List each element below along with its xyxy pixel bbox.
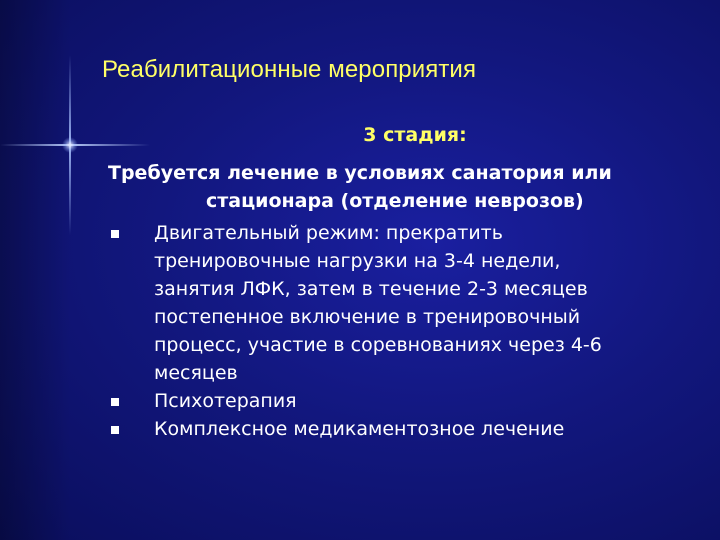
requirement-line-1: Требуется лечение в условиях санатория или (108, 162, 612, 184)
bullet-line: процесс, участие в соревнованиях через 4-6 (154, 334, 602, 356)
square-bullet-icon (111, 230, 119, 238)
requirement-line-2: стационара (отделение неврозов) (206, 190, 584, 212)
bullet-line: тренировочные нагрузки на 3-4 недели, (154, 250, 561, 272)
bullet-line: Двигательный режим: прекратить (154, 222, 503, 244)
bullet-line: месяцев (154, 362, 238, 384)
square-bullet-icon (111, 426, 119, 434)
slide-title: Реабилитационные мероприятия (102, 56, 477, 83)
bullet-item-motor-regime (108, 219, 698, 387)
stage-heading: 3 стадия: (363, 124, 467, 146)
bullet-line: занятия ЛФК, затем в течение 2-3 месяцев (154, 278, 588, 300)
square-bullet-icon (111, 398, 119, 406)
bullet-line: Психотерапия (154, 390, 297, 412)
bullet-line: постепенное включение в тренировочный (154, 306, 581, 328)
bullet-item-medication (108, 415, 698, 443)
bullet-line: Комплексное медикаментозное лечение (154, 418, 565, 440)
bullet-list (108, 219, 698, 443)
requirement-text (108, 159, 698, 215)
bullet-item-psychotherapy (108, 387, 698, 415)
